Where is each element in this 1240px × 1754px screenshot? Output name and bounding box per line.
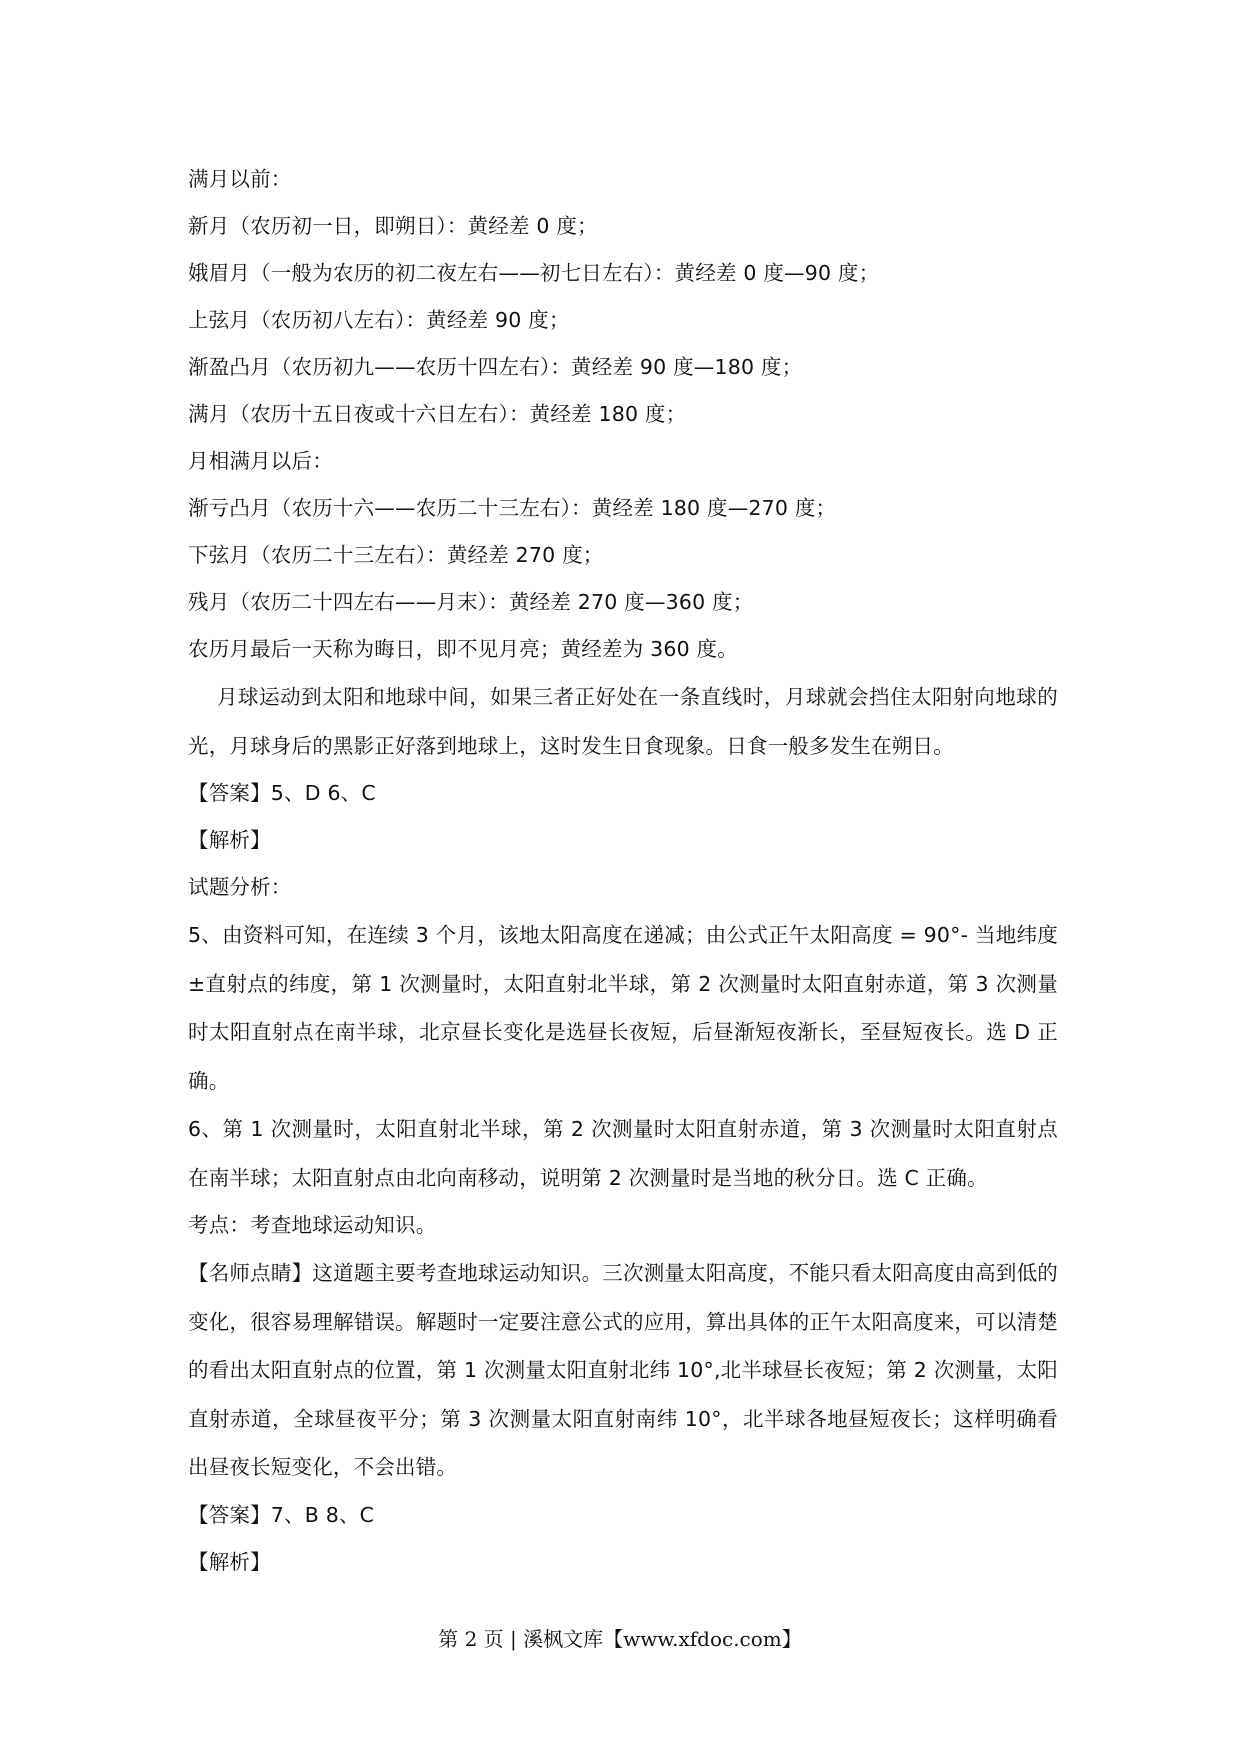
- answer-label: 【答案】5、D 6、C: [188, 781, 376, 805]
- question-5-analysis: 5、由资料可知，在连续 3 个月，该地太阳高度在递减；由公式正午太阳高度 = 90°- 当地纬度±直射点的纬度，第 1 次测量时，太阳直射北半球，第 2 次测量时太阳直射赤道，第 3 次测量时太阳直射点在南半球，北京昼长变化是选昼长夜短，后昼渐短夜渐长，至昼短夜长。选 D 正确。: [188, 923, 1058, 1093]
- text-line: 月相满月以后：: [188, 449, 333, 473]
- answer-label: 【答案】7、B 8、C: [188, 1502, 375, 1527]
- analysis-heading: 【解析】: [188, 1549, 271, 1574]
- text-line: 渐亏凸月（农历十六——农历二十三左右）：黄经差 180 度—270 度；: [188, 496, 837, 520]
- document-body: [188, 156, 1058, 1586]
- analysis-label: 试题分析：: [188, 875, 292, 899]
- text-line: 农历月最后一天称为晦日，即不见月亮；黄经差为 360 度。: [188, 637, 738, 661]
- text-line: 渐盈凸月（农历初九——农历十四左右）：黄经差 90 度—180 度；: [188, 355, 803, 379]
- question-6-analysis: 6、第 1 次测量时，太阳直射北半球，第 2 次测量时太阳直射赤道，第 3 次测量时太阳直射点在南半球；太阳直射点由北向南移动，说明第 2 次测量时是当地的秋分日。选 C 正确。: [188, 1117, 1058, 1190]
- text-line: 新月（农历初一日，即朔日）：黄经差 0 度；: [188, 214, 598, 238]
- text-line: 满月以前：: [188, 167, 292, 191]
- text-line: 满月（农历十五日夜或十六日左右）：黄经差 180 度；: [188, 402, 687, 426]
- analysis-heading: 【解析】: [188, 828, 271, 852]
- text-line: 上弦月（农历初八左右）：黄经差 90 度；: [188, 308, 570, 332]
- text-line: 娥眉月（一般为农历的初二夜左右——初七日左右）：黄经差 0 度—90 度；: [188, 261, 880, 285]
- text-line: 下弦月（农历二十三左右）：黄经差 270 度；: [188, 543, 604, 567]
- kaodian-line: 考点：考查地球运动知识。: [188, 1213, 437, 1237]
- eclipse-paragraph: 月球运动到太阳和地球中间，如果三者正好处在一条直线时，月球就会挡住太阳射向地球的光，月球身后的黑影正好落到地球上，这时发生日食现象。日食一般多发生在朔日。: [188, 685, 1058, 758]
- text-line: 残月（农历二十四左右——月末）：黄经差 270 度—360 度；: [188, 590, 754, 614]
- page-footer: 第 2 页 | 溪枫文库【www.xfdoc.com】: [438, 1627, 802, 1651]
- teacher-comment: 【名师点睛】这道题主要考查地球运动知识。三次测量太阳高度，不能只看太阳高度由高到低的变化，很容易理解错误。解题时一定要注意公式的应用，算出具体的正午太阳高度来，可以清楚的看出太阳直射点的位置，第 1 次测量太阳直射北纬 10°,北半球昼长夜短；第 2 次测量，太阳直射赤道，全球昼夜平分；第 3 次测量太阳直射南纬 10°，北半球各地昼短夜长；这样明确看出昼夜长短变化，不会出错。: [188, 1261, 1058, 1479]
